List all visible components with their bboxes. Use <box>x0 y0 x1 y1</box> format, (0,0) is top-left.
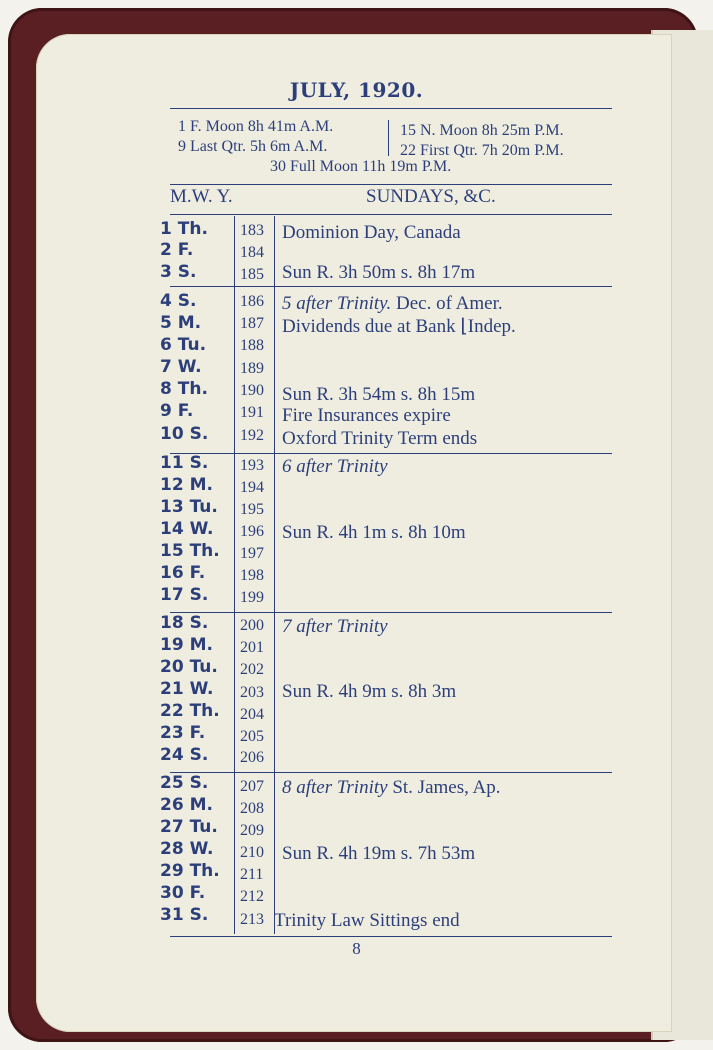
yday-19: 201 <box>240 639 264 656</box>
day-27: 27 Tu. <box>160 817 218 837</box>
yday-25: 207 <box>240 778 264 795</box>
rule-bottom <box>170 936 612 937</box>
rule-header-bottom <box>170 214 612 215</box>
day-7: 7 W. <box>160 357 202 377</box>
yday-16: 198 <box>240 567 264 584</box>
yday-7: 189 <box>240 360 264 377</box>
yday-13: 195 <box>240 501 264 518</box>
note-sun-week5: Sun R. 4h 19m s. 7h 53m <box>282 843 476 864</box>
yday-20: 202 <box>240 661 264 678</box>
phase-last-quarter: 9 Last Qtr. 5h 6m A.M. <box>178 138 328 155</box>
yday-12: 194 <box>240 479 264 496</box>
rule-header-top <box>170 184 612 185</box>
rule-week-2 <box>170 453 612 454</box>
note-fire-insurance: Fire Insurances expire <box>282 405 451 426</box>
day-10: 10 S. <box>160 424 209 444</box>
day-25: 25 S. <box>160 773 209 793</box>
day-3: 3 S. <box>160 262 197 282</box>
header-mwy: M.W. Y. <box>170 186 233 207</box>
phase-full-moon-30: 30 Full Moon 11h 19m P.M. <box>270 158 452 175</box>
yday-24: 206 <box>240 749 264 766</box>
day-4: 4 S. <box>160 291 197 311</box>
day-12: 12 M. <box>160 475 213 495</box>
day-19: 19 M. <box>160 635 213 655</box>
column-divider-right <box>274 216 275 934</box>
day-8: 8 Th. <box>160 379 208 399</box>
day-5: 5 M. <box>160 313 202 333</box>
phase-first-quarter: 22 First Qtr. 7h 20m P.M. <box>400 142 564 159</box>
yday-23: 205 <box>240 728 264 745</box>
note-law-sittings: Trinity Law Sittings end <box>274 910 460 931</box>
rule-top <box>170 108 612 109</box>
yday-14: 196 <box>240 523 264 540</box>
phase-full-moon-1: 1 F. Moon 8h 41m A.M. <box>178 118 334 135</box>
note-dominion-day: Dominion Day, Canada <box>282 222 461 243</box>
note-sun-week4: Sun R. 4h 9m s. 8h 3m <box>282 681 457 702</box>
day-15: 15 Th. <box>160 541 220 561</box>
phase-new-moon: 15 N. Moon 8h 25m P.M. <box>400 122 564 139</box>
day-20: 20 Tu. <box>160 657 218 677</box>
yday-4: 186 <box>240 293 264 310</box>
day-6: 6 Tu. <box>160 335 207 355</box>
yday-1: 183 <box>240 222 264 239</box>
day-9: 9 F. <box>160 401 194 421</box>
day-23: 23 F. <box>160 723 206 743</box>
yday-6: 188 <box>240 337 264 354</box>
day-11: 11 S. <box>160 453 209 473</box>
note-7-after-trinity-italic: 7 after Trinity <box>282 616 388 637</box>
day-31: 31 S. <box>160 905 209 925</box>
note-6-after-trinity <box>282 455 388 479</box>
day-17: 17 S. <box>160 585 209 605</box>
day-29: 29 Th. <box>160 861 220 881</box>
note-sun-week2: Sun R. 3h 54m s. 8h 15m <box>282 384 476 405</box>
yday-28: 210 <box>240 844 264 861</box>
day-21: 21 W. <box>160 679 214 699</box>
page-number: 8 <box>352 939 361 958</box>
yday-15: 197 <box>240 545 264 562</box>
rule-week-3 <box>170 612 612 613</box>
yday-9: 191 <box>240 404 264 421</box>
yday-5: 187 <box>240 315 264 332</box>
note-8-after-trinity-italic: 8 after Trinity <box>282 777 388 798</box>
yday-17: 199 <box>240 589 264 606</box>
note-oxford-term: Oxford Trinity Term ends <box>282 428 478 449</box>
day-18: 18 S. <box>160 613 209 633</box>
header-sundays: SUNDAYS, &C. <box>366 186 496 207</box>
yday-22: 204 <box>240 706 264 723</box>
yday-30: 212 <box>240 888 264 905</box>
note-6-after-trinity-italic: 6 after Trinity <box>282 456 388 477</box>
note-8-after-trinity <box>282 776 501 800</box>
day-28: 28 W. <box>160 839 214 859</box>
yday-11: 193 <box>240 457 264 474</box>
note-5-after-trinity-italic: 5 after Trinity. <box>282 293 392 314</box>
yday-2: 184 <box>240 244 264 261</box>
day-22: 22 Th. <box>160 701 220 721</box>
day-24: 24 S. <box>160 745 209 765</box>
yday-10: 192 <box>240 427 264 444</box>
note-5-after-trinity <box>282 292 503 316</box>
note-7-after-trinity <box>282 615 388 639</box>
note-sun-week3: Sun R. 4h 1m s. 8h 10m <box>282 522 466 543</box>
page-title: JULY, 1920. <box>289 78 424 102</box>
day-2: 2 F. <box>160 240 194 260</box>
note-dividends: Dividends due at Bank ⌊Indep. <box>282 316 516 337</box>
rule-week-1 <box>170 286 612 287</box>
yday-31: 213 <box>240 911 264 928</box>
note-sun-week1: Sun R. 3h 50m s. 8h 17m <box>282 262 476 283</box>
yday-27: 209 <box>240 822 264 839</box>
day-14: 14 W. <box>160 519 214 539</box>
yday-21: 203 <box>240 684 264 701</box>
yday-8: 190 <box>240 382 264 399</box>
day-1: 1 Th. <box>160 219 208 239</box>
day-26: 26 M. <box>160 795 213 815</box>
day-13: 13 Tu. <box>160 497 218 517</box>
day-30: 30 F. <box>160 883 206 903</box>
rule-week-4 <box>170 772 612 773</box>
yday-18: 200 <box>240 617 264 634</box>
note-dec-amer: Dec. of Amer. <box>391 293 503 314</box>
note-st-james: St. James, Ap. <box>387 777 501 798</box>
yday-3: 185 <box>240 266 264 283</box>
phase-divider <box>388 120 389 156</box>
day-16: 16 F. <box>160 563 206 583</box>
yday-26: 208 <box>240 800 264 817</box>
yday-29: 211 <box>240 866 264 883</box>
